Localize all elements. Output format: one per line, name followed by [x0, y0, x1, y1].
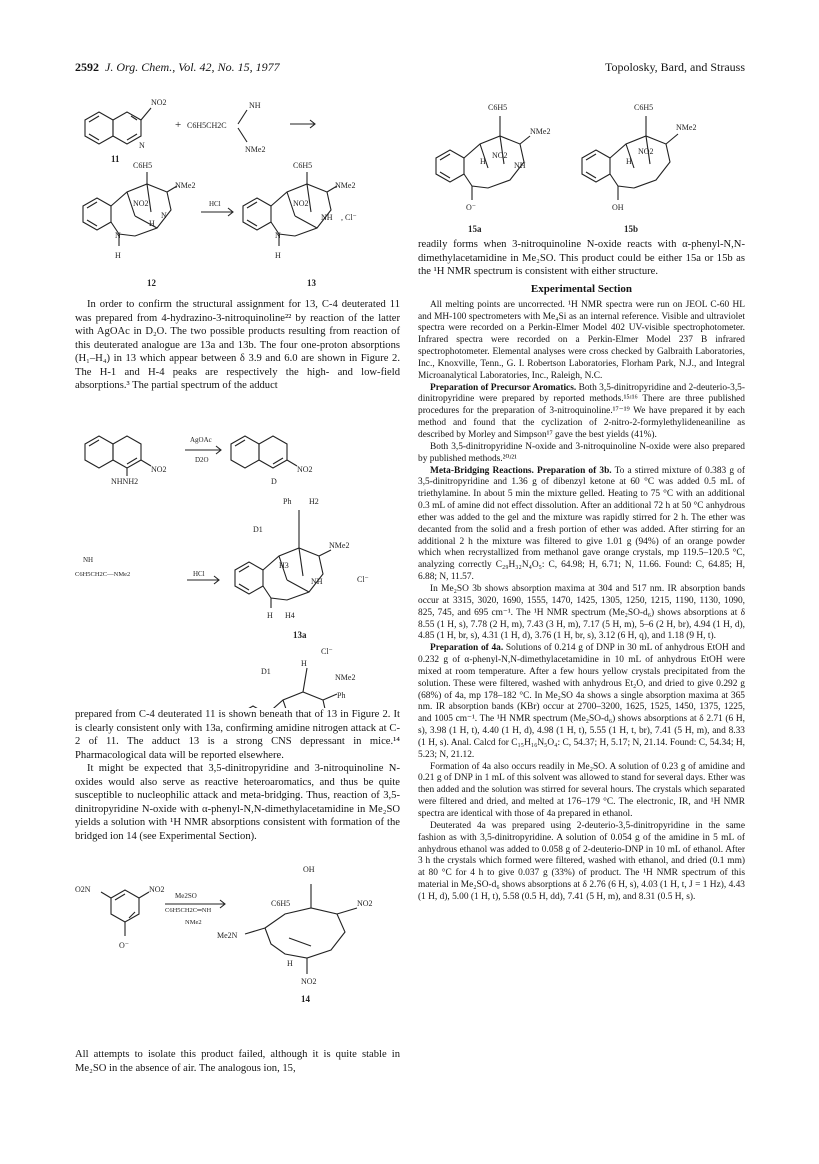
- paragraph-text: To a stirred mixture of 0.383 g of 3,5-dinitropyridine and 1.36 g of dibenzyl ketone at 60 °C was added 0.5 mL of triethylamine. In about 5 min the mixture gelled. Heating to 75 °C with an additional 0.3 mL of amine did not effect dissolution. After an additional 72 h at 50 °C anhydrous ether was added to the gel and the mixture was rapidly stirred for 2 h. The ether was decanted from the solid and a fresh portion of ether was added. After stirring for an additional 2 h the mixture was filtered to give 1.01 g (94%) of an orange powder which when recrystallized from methanol gave orange crystals, mp 119.5–120.5 °C, analyzing correctly C₂₉H₃₂N₄O₅: C, 64.98; H, 6.71; N, 11.66. Found: C, 64.85; H, 6.88; N, 11.57.: [418, 465, 745, 583]
- n-label: N: [115, 231, 121, 240]
- paragraph: In order to confirm the structural assignment for 13, C-4 deuterated 11 was prepared from 4-hydrazino-3-nitroquinoline²² by reaction of the latter with AgOAc in D₂O. The two possible products resulting from reaction of this deuterated analogue are 13a and 13b. The four one-proton absorptions (H₁–H₄) in 13 which appear between δ 3.9 and 6.0 are shown in Figure 2. The H-1 and H-4 peaks are respectively the high- and low-field absorptions.³ The partial spectrum of the adduct: [75, 299, 400, 392]
- run-in-heading: Meta-Bridging Reactions. Preparation of 3b.: [430, 465, 612, 476]
- no2-label: NO2: [638, 147, 654, 156]
- d2o-label: D2O: [195, 456, 209, 464]
- nme2-label: NMe2: [185, 919, 202, 926]
- c6h5-label: C6H5: [293, 161, 313, 170]
- structure-13a: [235, 510, 331, 608]
- o2n-label: O2N: [75, 885, 91, 894]
- scheme-5: [418, 88, 745, 243]
- nme2-label: NMe2: [676, 123, 697, 132]
- ominus-label: O⁻: [466, 203, 476, 212]
- dinitropyridine-n-oxide-structure: [101, 890, 149, 936]
- journal-citation: [75, 60, 280, 75]
- chloride-label: , Cl⁻: [341, 213, 357, 222]
- d1-label: D1: [253, 525, 263, 534]
- reaction-arrow-2: [201, 208, 233, 216]
- nme2-label: NMe2: [335, 673, 356, 682]
- compound-13-label: 13: [307, 278, 316, 288]
- c6h5-label: C6H5: [488, 103, 508, 112]
- journal-volume: Vol. 42,: [178, 60, 215, 74]
- left-column-block-1: [75, 298, 400, 393]
- c6h5-label: C6H5: [634, 103, 654, 112]
- paragraph: All attempts to isolate this product failed, although it is quite stable in Me₂SO in the absence of air. The analogous ion, 15,: [75, 1049, 400, 1074]
- h-label: H: [115, 251, 121, 260]
- compound-11-label: 11: [111, 154, 120, 164]
- scheme-1: [75, 88, 400, 298]
- paragraph: All melting points are uncorrected. ¹H NMR spectra were run on JEOL C-60 HL and MH-100 spectrometers with Me₄Si as an internal reference. Visible and ultraviolet spectra were recorded on a Perkin-Elmer Model 402 UV-visible spectrophotometer. Infrared spectra were recorded on a Perkin-Elmer Model 237 B infrared spectrophotometer. Elemental analyses were cross checked by Galbraith Laboratories, Inc., Knoxville, Tenn., G. I. Robertson Laboratories, Florham Park, N.J., and Integral Microanalytical Laboratories, Inc., Raleigh, N.C.: [418, 299, 745, 381]
- nh-label: NH: [321, 213, 333, 222]
- running-authors: Topolosky, Bard, and Strauss: [604, 60, 745, 74]
- ph-label: Ph: [337, 691, 346, 700]
- no2-label: NO2: [151, 98, 167, 107]
- oh-label: OH: [303, 865, 315, 874]
- compound-12-label: 12: [147, 278, 156, 288]
- chloride-label: Cl⁻: [357, 575, 369, 584]
- nme2-label: NMe2: [329, 541, 350, 550]
- plus-sign: +: [175, 119, 182, 131]
- journal-issue: No. 15, 1977: [217, 60, 280, 74]
- nh-label: NH: [83, 556, 94, 564]
- nh-label: NH: [311, 577, 323, 586]
- no2-label: NO2: [357, 899, 373, 908]
- agoac-label: AgOAc: [190, 436, 212, 444]
- experimental-section: [418, 300, 745, 904]
- compound-14-label: 14: [301, 994, 310, 1004]
- structure-13b: [239, 668, 337, 708]
- solvent-label: Me2SO: [175, 892, 197, 900]
- paragraph: prepared from C-4 deuterated 11 is shown beneath that of 13 in Figure 2. It is clearly consistent only with 13a, confirming amidine nitrogen attack at C-2 of 11. The adduct 13 is a strong CNS depressant in mice.¹⁴ Pharmacological data will be reported elsewhere.: [75, 709, 400, 761]
- paragraph: [418, 643, 745, 761]
- amidine-reagent: C6H5CH2C: [187, 121, 227, 130]
- h-label: H: [275, 251, 281, 260]
- nme2-label: NMe2: [245, 145, 266, 154]
- page-number: 2592: [75, 60, 99, 74]
- n-label: N: [161, 211, 167, 220]
- chloride-label: Cl⁻: [321, 647, 333, 656]
- quinoline-11-structure: [85, 108, 151, 144]
- no2-label: NO2: [149, 885, 165, 894]
- journal-name: J. Org. Chem.,: [105, 60, 176, 74]
- left-column-block-2: [75, 708, 400, 843]
- left-column-block-3: [75, 1048, 400, 1075]
- amidine-reagent: C6H5CH2C═NH: [165, 907, 212, 914]
- h3-label: H3: [279, 561, 289, 570]
- h4-label: H4: [285, 611, 295, 620]
- me2n-label: Me2N: [217, 931, 238, 940]
- deuterated-nitroquinoline-structure: [231, 436, 297, 468]
- paragraph: Both 3,5-dinitropyridine N-oxide and 3-nitroquinoline N-oxide were also prepared by published methods.²⁰ʴ²¹: [418, 441, 745, 464]
- h-label: H: [626, 157, 632, 166]
- reaction-arrow: [185, 446, 221, 454]
- nhnh2-label: NHNH2: [111, 477, 139, 486]
- paragraph-text: Solutions of 0.214 g of DNP in 30 mL of anhydrous EtOH and 0.232 g of α-phenyl-N,N-dimethylacetamidine in 10 mL of anhydrous EtOH were mixed at room temperature. After a few hours yellow crystals precipitated from the solution. These were filtered, washed with anhydrous Et₂O, and dried to give 0.292 g (68%) of 4a, mp 178–182 °C. In Me₂SO 4a shows a single absorption maxima at 365 nm. IR absorption bands (KBr) occur at 2700–3200, 1625, 1525, 1450, 1375, 1225, and 1005 cm⁻¹. The ¹H NMR spectrum (Me₂SO-d₆) shows absorptions at δ 2.71 (6 H, s), 3.98 (1 H, t), 4.40 (1 H, d), 4.98 (1 H, t), 5.55 (1 H, t, br), 7.41 (5 H, m), and 8.33 (1 H, s). Anal. Calcd for C₁₅H₁₆N₅O₄: C, 54.37; H, 5.17; N, 21.14. Found: C, 54.34; H, 5.23; N, 21.12.: [418, 643, 745, 760]
- no2-label: NO2: [492, 151, 508, 160]
- h-label: H: [149, 219, 155, 228]
- ph-label: Ph: [283, 497, 292, 506]
- no2-label: NO2: [301, 977, 317, 986]
- oh-label: OH: [612, 203, 624, 212]
- h-label: H: [480, 157, 486, 166]
- scheme-4: [75, 858, 400, 1048]
- compound-13a-label: 13a: [293, 630, 307, 640]
- amidine-reagent: C6H5CH2C—NMe2: [75, 571, 131, 578]
- h2-label: H2: [309, 497, 319, 506]
- nme2-label: NMe2: [175, 181, 196, 190]
- right-column: [418, 238, 745, 904]
- hcl-label: HCl: [209, 200, 221, 208]
- d1-label: D1: [261, 667, 271, 676]
- n-label: N: [275, 231, 281, 240]
- no2-label: NO2: [297, 465, 313, 474]
- c6h5-label: C6H5: [133, 161, 153, 170]
- salt-13-structure: [243, 172, 337, 246]
- nh-label: NH: [249, 101, 261, 110]
- paragraph: In Me₂SO 3b shows absorption maxima at 304 and 517 nm. IR absorption bands occur at 3315, 3020, 1690, 1555, 1470, 1425, 1305, 1250, 1215, 1190, 1130, 1090, 825, 745, and 695 cm⁻¹. The ¹H NMR spectrum (Me₂SO-d₆) shows absorptions at δ 8.55 (1 H, s), 7.78 (2 H, m), 7.43 (3 H, m), 7.17 (5 H, m), 5–6 (2 H, br), 4.94 (1 H, d), 4.85 (1 H, br, s), 4.31 (1 H, d), 3.76 (1 H, br, s), 3.12 (6 H, q), and 1.18 (9 H, t).: [418, 583, 745, 642]
- paragraph: Formation of 4a also occurs readily in Me₂SO. A solution of 0.23 g of amidine and 0.21 g of DNP in 1 mL of this solvent was allowed to stand for several days. Ether was then added and the solution was stirred for several hours. The crystals which separated were filtered and dried, and melted at 176–179 °C. The electronic, IR, and ¹H NMR spectra are identical with those of 4a prepared in ethanol.: [418, 761, 745, 819]
- d-label: D: [271, 477, 277, 486]
- c6h5-label: C6H5: [271, 899, 291, 908]
- n-label: N: [139, 141, 145, 150]
- adduct-12-structure: [83, 172, 177, 246]
- paragraph: [418, 383, 745, 442]
- no2-label: NO2: [151, 465, 167, 474]
- ominus-label: O⁻: [119, 941, 129, 950]
- nme2-label: NMe2: [530, 127, 551, 136]
- reaction-arrow-1: [290, 120, 315, 128]
- ion-14-structure: [245, 884, 357, 974]
- paragraph: [418, 466, 745, 584]
- compound-15b-label: 15b: [624, 224, 639, 234]
- h-label: H: [267, 611, 273, 620]
- h-label: H: [301, 659, 307, 668]
- no2-label: NO2: [293, 199, 309, 208]
- scheme-3: [75, 490, 400, 713]
- run-in-heading: Preparation of 4a.: [430, 643, 504, 654]
- scheme-2: [75, 428, 400, 493]
- hydrazinoquinoline-structure: [85, 436, 151, 476]
- running-header: [75, 60, 745, 76]
- compound-15a-label: 15a: [468, 224, 482, 234]
- h-label: H: [287, 959, 293, 968]
- no2-label: NO2: [133, 199, 149, 208]
- run-in-heading: Preparation of Precursor Aromatics.: [430, 382, 577, 393]
- hcl-label: HCl: [193, 570, 205, 578]
- nh-label: NH: [514, 161, 526, 170]
- nme2-label: NMe2: [335, 181, 356, 190]
- paragraph-text: Both 3,5-dinitropyridine and 2-deuterio-3,5-dinitropyridine were prepared by reported methods.¹⁵ʴ¹⁶ There are three published procedures for the preparation of 3-nitroquinoline.¹⁷⁻¹⁹ We have prepared it by each method and found that the cyclization of 2-nitro-2-formylethylideneaniline as described by Morley and Simpson¹⁷ gave the best yields (41%).: [418, 382, 745, 440]
- paragraph: It might be expected that 3,5-dinitropyridine and 3-nitroquinoline N-oxides would also serve as reactive heteroaromatics, and thus be quite susceptible to nucleophilic attack and meta-bridging. Thus, reaction of 3,5-dinitropyridine N-oxide with α-phenyl-N,N-dimethylacetamidine in Me₂SO yields a solution with ¹H NMR absorptions consistent with formation of the bridged ion 14 (see Experimental Section).: [75, 763, 400, 842]
- paragraph: readily forms when 3-nitroquinoline N-oxide reacts with α-phenyl-N,N-dimethylacetamidine in Me₂SO. This product could be either 15a or 15b as the ¹H NMR spectrum is consistent with either structure.: [418, 239, 745, 278]
- paragraph: Deuterated 4a was prepared using 2-deuterio-3,5-dinitropyridine in the same fashion as with 3,5-dinitropyridine. A solution of 0.054 g of the amidine in 5 mL of anhydrous ethanol was added to 0.058 g of 2-deuterio-DNP in 10 mL of ethanol. After 3 h the crystals which formed were filtered, washed with ethanol, and dried (0.1 mm) at 80 °C for 4 h to give 0.037 g (33%) of product. The ¹H NMR spectrum of this material in Me₂SO-d₆ shows absorptions at δ 2.76 (6 H, s), 4.03 (1 H, t, J = 1 Hz), 4.43 (1 H, d), 5.00 (1 H, t), 5.58 (0.5 H, dd), 7.41 (5 H, m), and 8.31 (0.5 H, s).: [418, 820, 745, 902]
- section-heading: Experimental Section: [530, 282, 633, 295]
